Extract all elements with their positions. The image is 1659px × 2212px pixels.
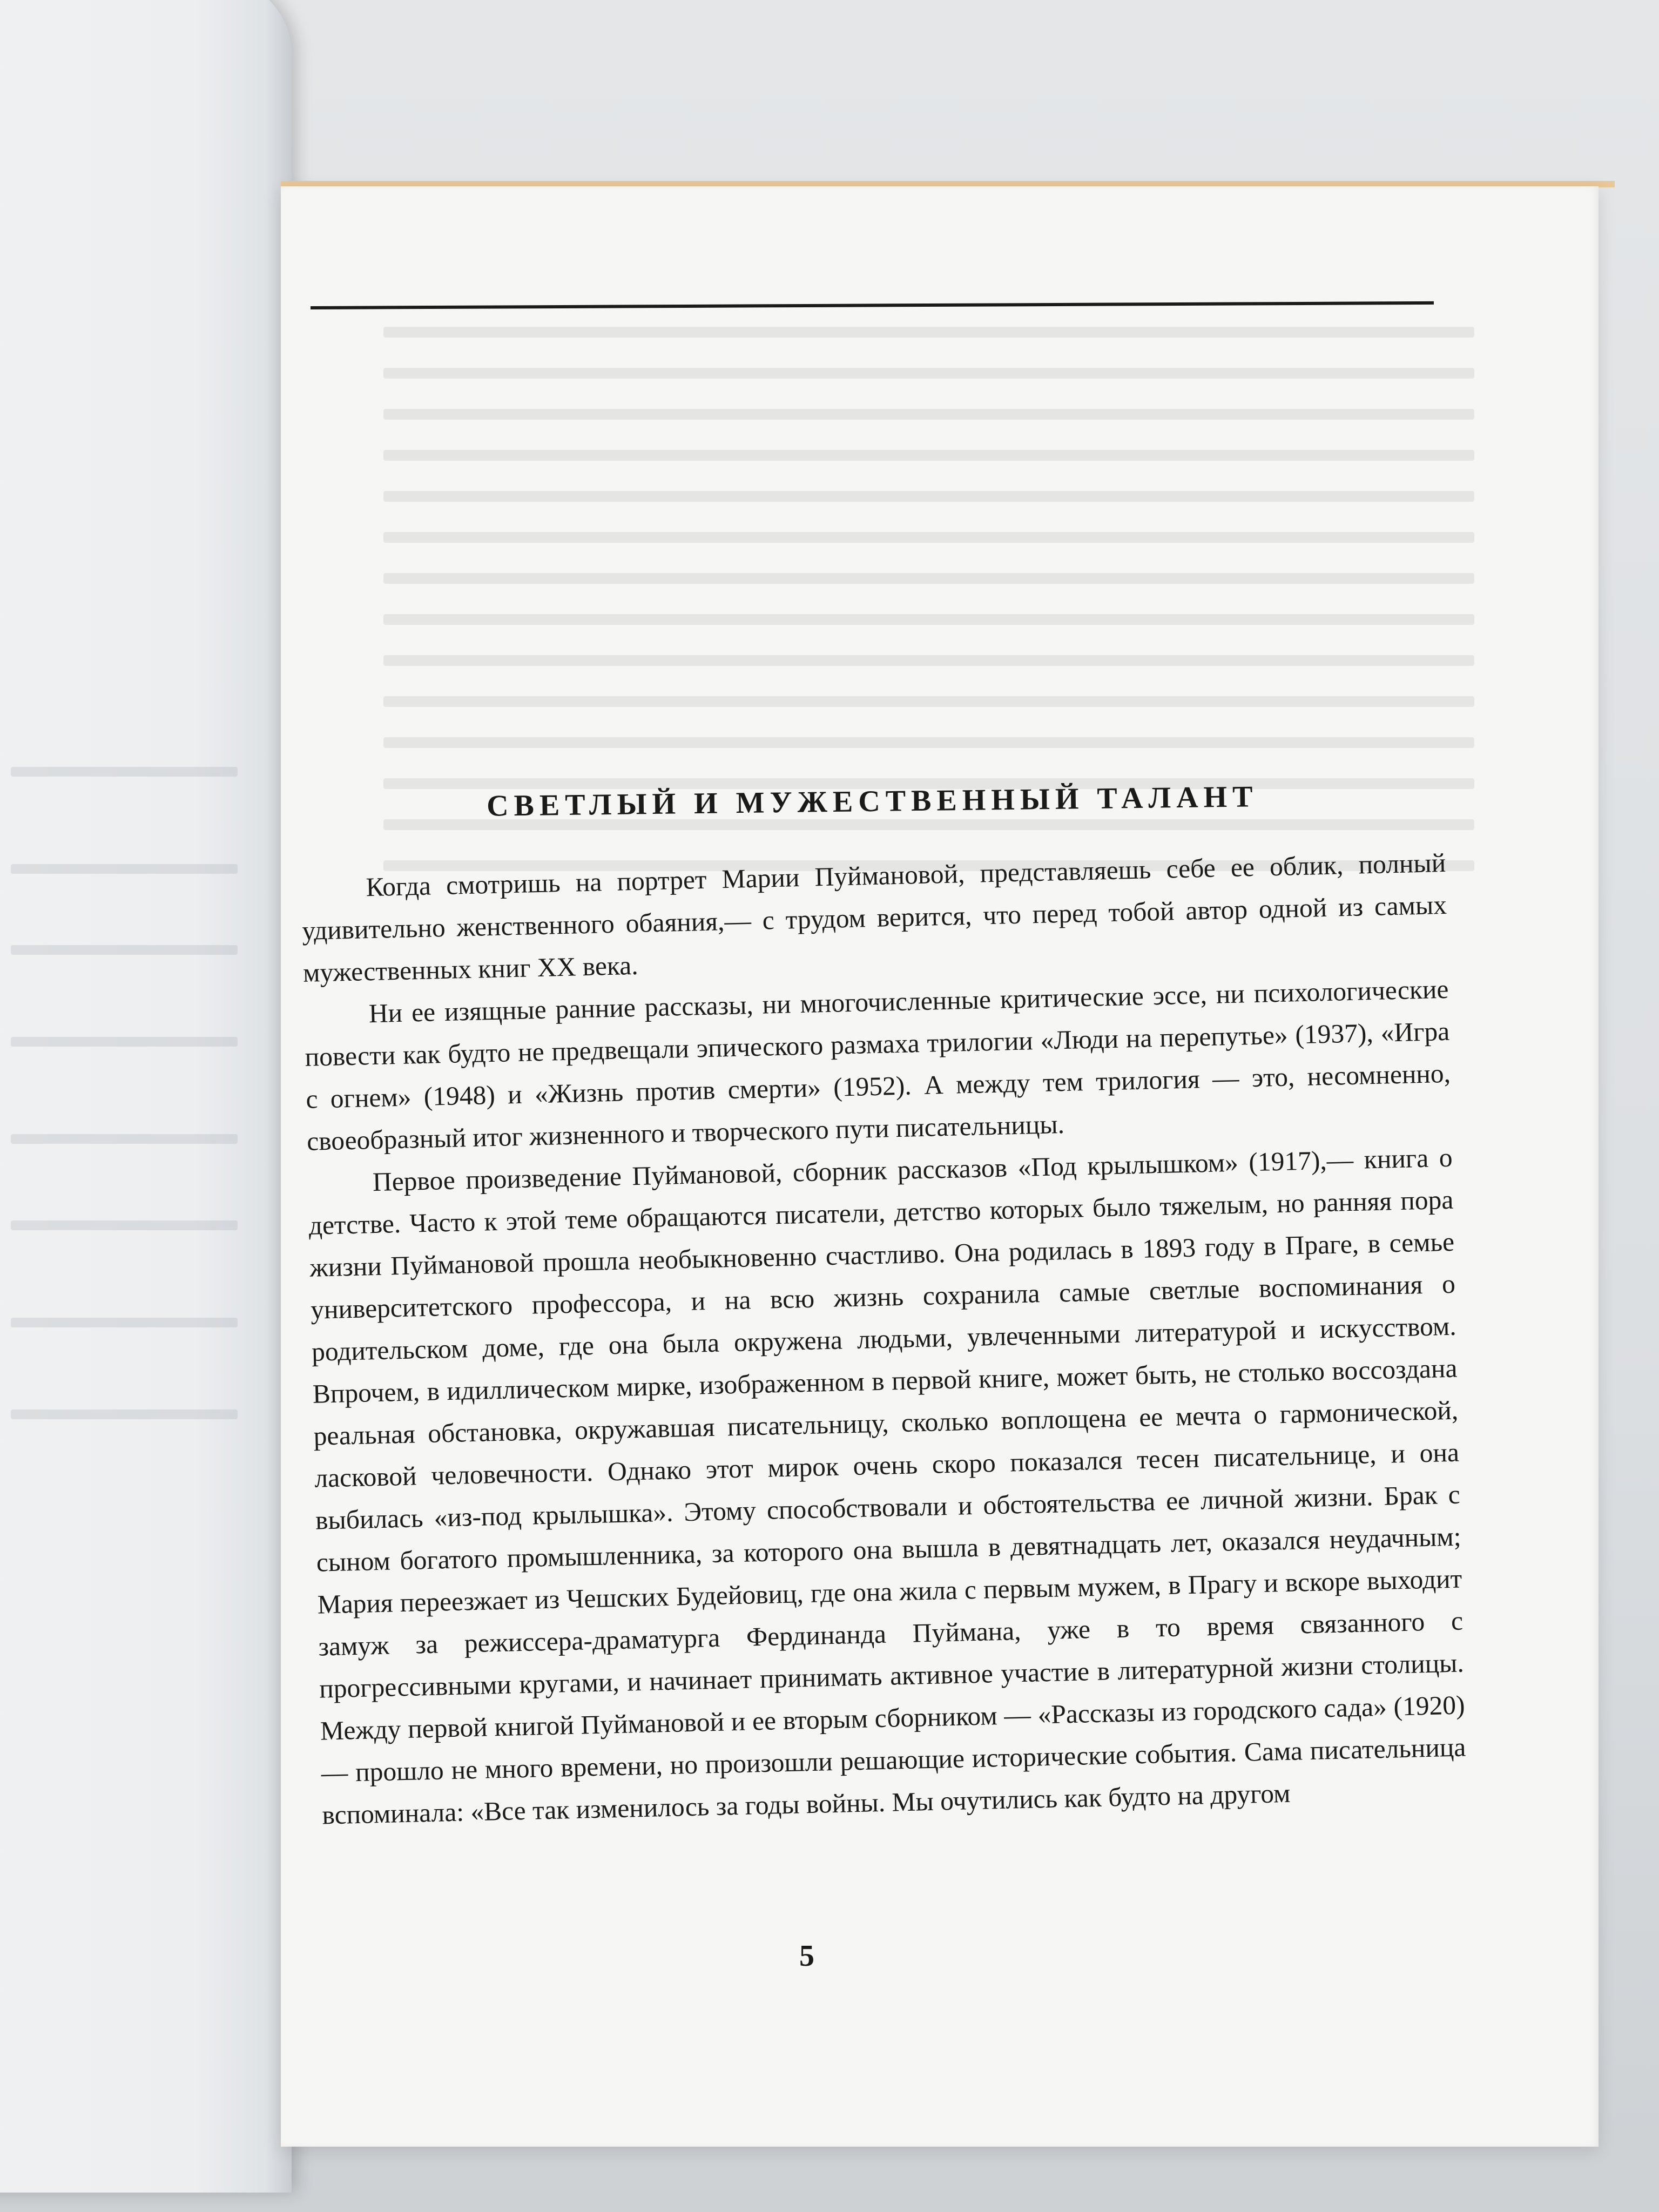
show-through-line — [11, 945, 238, 955]
text-block — [300, 777, 1466, 1837]
show-through-line — [11, 1037, 238, 1047]
show-through-line — [11, 767, 238, 777]
chapter-title: СВЕТЛЫЙ И МУЖЕСТВЕННЫЙ ТАЛАНТ — [486, 780, 1258, 823]
show-through-line — [11, 864, 238, 874]
show-through-line — [11, 1410, 238, 1419]
show-through-line — [11, 1318, 238, 1327]
show-through-line — [11, 1220, 238, 1230]
header-rule — [311, 301, 1434, 309]
paragraph: Ни ее изящные ранние рассказы, ни многочисленные критические эссе, ни психологические повести как будто не предвещали эпического размаха трилогии «Люди на перепутье» (1937), «Игра с огнем» (1948) и «Жизнь против смерти» (1952). А между тем трилогия — это, несомненно, своеобразный итог жизненного и творческого пути писательницы. — [305, 974, 1451, 1156]
left-page — [0, 0, 292, 2193]
body-text — [301, 842, 1467, 1837]
paragraph: Первое произведение Пуймановой, сборник рассказов «Под крылышком» (1917),— книга о детстве. Часто к этой теме обращаются писатели, детство которых было тяжелым, но ранняя пора жизни Пуймановой прошла необыкновенно счастливо. Она родилась в 1893 году в Праге, в семье университетского профессора, и на всю жизнь сохранила самые светлые воспоминания о родительском доме, где она была окружена людьми, увлеченными литературой и искусством. Впрочем, в идиллическом мирке, изображенном в первой книге, может быть, не столько воссоздана реальная обстановка, окружавшая писательницу, сколько воплощена ее мечта о гармонической, ласковой человечности. Однако этот мирок очень скоро показался тесен писательнице, и она выбилась «из-под крылышка». Этому способствовали и обстоятельства ее личной жизни. Брак с сыном богатого промышленника, за которого она вышла в девятнадцать лет, оказался неудачным; Мария переезжает из Чешских Будейовиц, где она жила с первым мужем, в Прагу и вскоре выходит замуж за режиссера-драматурга Фердинанда Пуймана, уже в то время связанного с прогрессивными кругами, и начинает принимать активное участие в литературной жизни столицы. Между первой книгой Пуймановой и ее вторым сборником — «Рассказы из городского сада» (1920) — прошло не много времени, но произошли решающие исторические события. Сама писательница вспоминала: «Все так изменилось за годы войны. Мы очутились как будто на другом — [308, 1142, 1466, 1830]
book-page — [281, 186, 1599, 2147]
page-number: 5 — [799, 1939, 814, 1973]
show-through-line — [11, 1134, 238, 1144]
paragraph: Когда смотришь на портрет Марии Пуймановой, представляешь себе ее облик, полный удивительно женственного обаяния,— с трудом верится, что перед тобой автор одной из самых мужественных книг XX века. — [301, 847, 1447, 988]
